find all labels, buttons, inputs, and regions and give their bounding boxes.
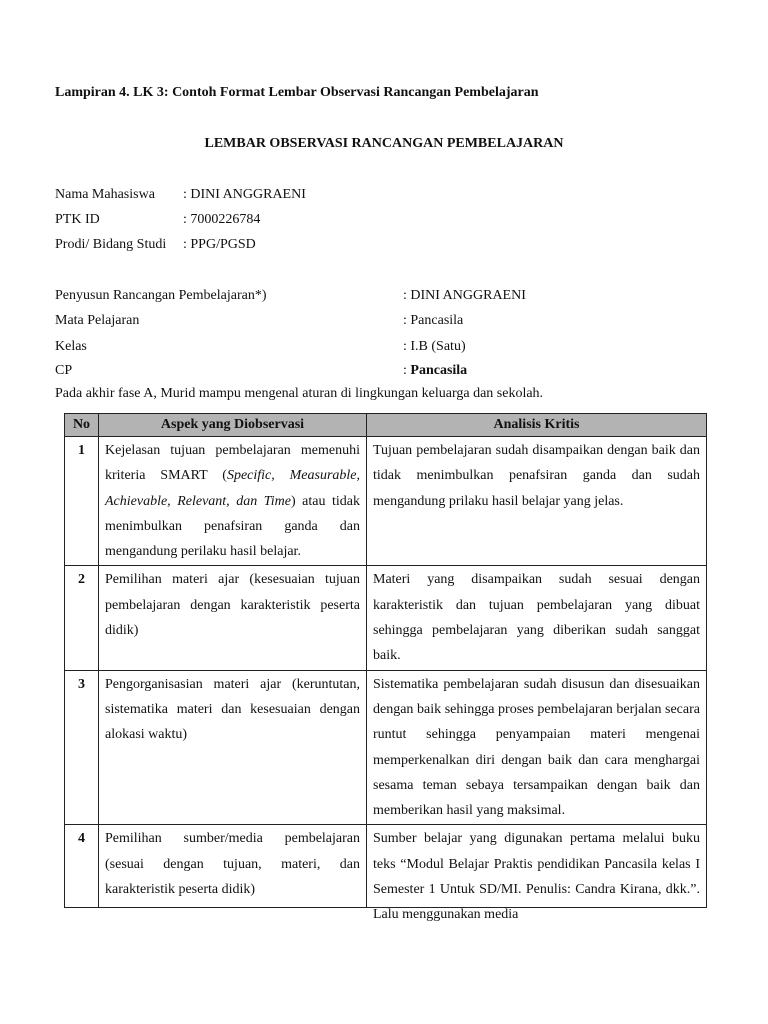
aspect-cell: Pengorganisasian materi ajar (keruntutan, sistematika materi dan kesesuaian dengan alokasi waktu) [99, 670, 367, 825]
subject-label: Mata Pelajaran [55, 313, 140, 328]
header-no: No [65, 414, 99, 437]
aspect-cell [99, 437, 367, 566]
table-row [65, 566, 707, 670]
aspect-cell: Pemilihan materi ajar (kesesuaian tujuan pembelajaran dengan karakteristik peserta didik) [99, 566, 367, 670]
header-aspect: Aspek yang Diobservasi [99, 414, 367, 437]
row-number: 4 [65, 825, 99, 908]
cp-description: Pada akhir fase A, Murid mampu mengenal aturan di lingkungan keluarga dan sekolah. [55, 386, 544, 401]
table-row [65, 825, 707, 908]
table-header-row [65, 414, 707, 437]
cp-value-wrap [403, 361, 467, 381]
analysis-text-truncated: Sumber belajar yang digunakan pertama melalui buku teks “Modul Belajar Praktis pendidikan Pancasila kelas I Semester 1 Untuk SD/MI. Penulis: Candra Kirana, dkk.”. Lalu menggunakan media [373, 831, 700, 923]
cp-label: CP [55, 363, 73, 378]
cp-value: Pancasila [410, 363, 468, 378]
analysis-cell: Tujuan pembelajaran sudah disampaikan dengan baik dan tidak menimbulkan penafsiran ganda dan sudah mengandung prilaku hasil belajar yang jelas. [367, 437, 707, 566]
table-row [65, 437, 707, 566]
aspect-text-italic: Specific, Measurable, Achievable, Relevant, dan Time [105, 468, 360, 509]
ptk-id-value: : 7000226784 [183, 212, 261, 227]
ptk-id-label: PTK ID [55, 212, 100, 227]
class-value: : I.B (Satu) [403, 339, 466, 354]
aspect-text-b: ) atau tidak menimbulkan penafsiran ganda dan mengandung perilaku hasil belajar. [105, 493, 360, 560]
prodi-value: : PPG/PGSD [183, 237, 256, 252]
prodi-label: Prodi/ Bidang Studi [55, 237, 167, 252]
student-name-label: Nama Mahasiswa [55, 187, 155, 202]
observation-table [64, 413, 707, 923]
cp-colon: : [403, 363, 411, 378]
analysis-cell: Sistematika pembelajaran sudah disusun dan disesuaikan dengan baik sehingga proses pembelajaran berjalan secara runtut sehingga penyampaian materi mengenai memperkenalkan diri dengan baik dan cara menghargai sesama teman sebaya tersampaikan dengan baik dan memberikan hasil yang maksimal. [367, 670, 707, 825]
page-title: LEMBAR OBSERVASI RANCANGAN PEMBELAJARAN [204, 136, 564, 151]
author-label: Penyusun Rancangan Pembelajaran*) [55, 288, 267, 303]
class-label: Kelas [55, 339, 87, 354]
table-row [65, 670, 707, 825]
row-number: 3 [65, 670, 99, 825]
subject-value: : Pancasila [403, 313, 464, 328]
row-number: 1 [65, 437, 99, 566]
analysis-cell: Materi yang disampaikan sudah sesuai dengan karakteristik dan tujuan pembelajaran yang dibuat sehingga pembelajaran yang diberikan sudah sanggat baik. [367, 566, 707, 670]
author-value: : DINI ANGGRAENI [403, 288, 526, 303]
appendix-title: Lampiran 4. LK 3: Contoh Format Lembar Observasi Rancangan Pembelajaran [55, 85, 539, 100]
aspect-text-a: Kejelasan tujuan pembelajaran memenuhi kriteria SMART ( [105, 443, 360, 484]
aspect-cell: Pemilihan sumber/media pembelajaran (sesuai dengan tujuan, materi, dan karakteristik peserta didik) [99, 825, 367, 908]
analysis-cell [367, 825, 707, 923]
student-name-value: : DINI ANGGRAENI [183, 187, 306, 202]
header-analysis: Analisis Kritis [367, 414, 707, 437]
row-number: 2 [65, 566, 99, 670]
